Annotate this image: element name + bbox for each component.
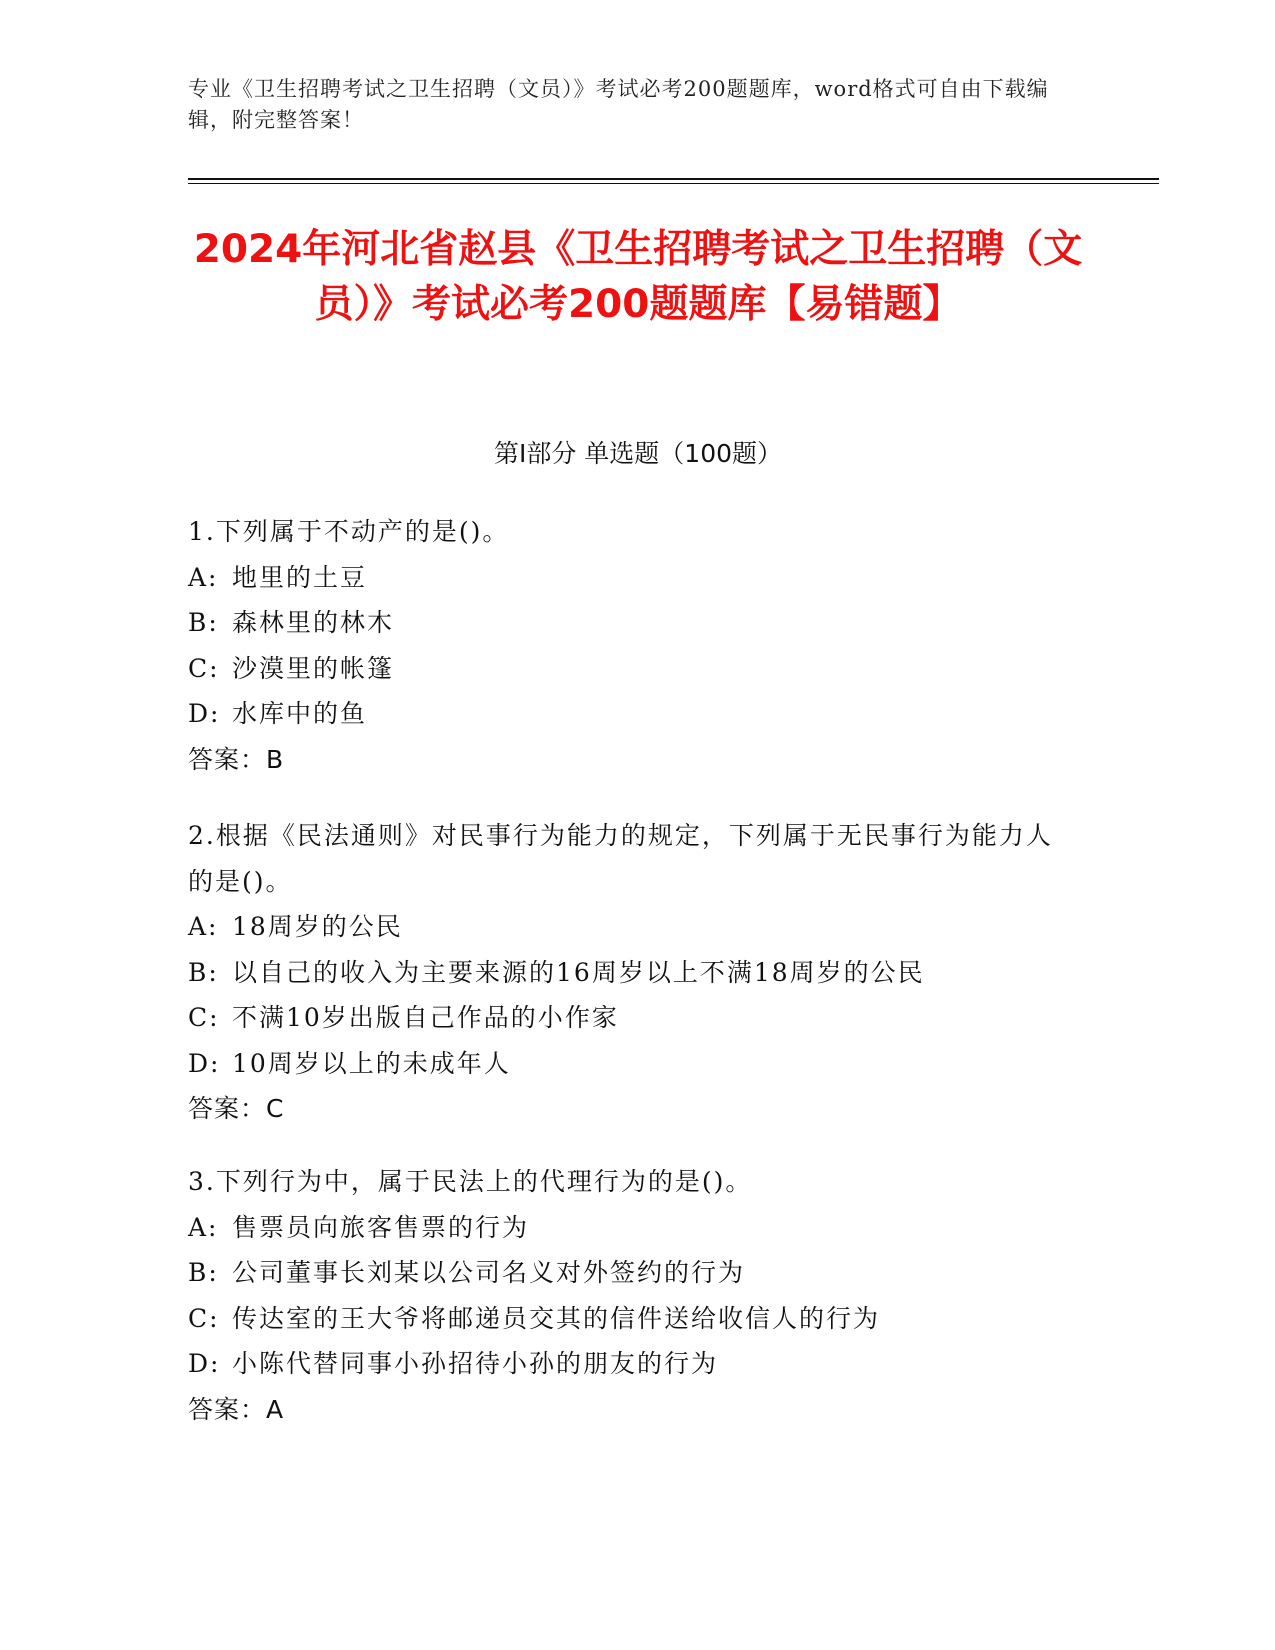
- option-c: [188, 646, 1068, 692]
- option-key: D:: [188, 1048, 221, 1078]
- option-text: 水库中的鱼: [232, 699, 368, 728]
- option-text: 沙漠里的帐篷: [232, 653, 395, 683]
- option-d: [188, 691, 1068, 737]
- option-a: [188, 555, 1068, 601]
- option-d: [188, 1341, 1068, 1387]
- answer-line: 答案：A: [188, 1394, 285, 1424]
- option-d: [188, 1041, 1068, 1087]
- question-block-1: [188, 509, 1068, 782]
- question-block-3: [188, 1159, 1068, 1432]
- option-b: [188, 950, 1068, 996]
- option-text: 森林里的林木: [232, 608, 395, 637]
- option-key: A:: [188, 562, 219, 592]
- option-key: A:: [188, 1212, 219, 1242]
- option-a: [188, 1205, 1068, 1251]
- header-divider-thin: [188, 183, 1159, 184]
- question-stem: 1.下列属于不动产的是()。: [188, 517, 510, 546]
- option-b: [188, 600, 1068, 646]
- answer-line: 答案：C: [188, 1094, 285, 1123]
- option-text: 传达室的王大爷将邮递员交其的信件送给收信人的行为: [232, 1303, 881, 1333]
- option-key: C:: [188, 653, 220, 683]
- question-block-2: [188, 813, 1068, 1132]
- option-key: C:: [188, 1003, 220, 1032]
- option-text: 不满10岁出版自己作品的小作家: [232, 1003, 619, 1032]
- question-stem: 3.下列行为中，属于民法上的代理行为的是()。: [188, 1167, 753, 1196]
- option-text: 18周岁的公民: [232, 912, 403, 941]
- header-divider-thick: [188, 178, 1159, 180]
- section-heading: 第I部分 单选题（100题）: [493, 439, 783, 468]
- answer-line: 答案：B: [188, 744, 285, 774]
- option-key: A:: [188, 912, 219, 941]
- option-key: D:: [188, 699, 221, 728]
- option-key: B:: [188, 608, 219, 637]
- option-key: B:: [188, 1258, 219, 1287]
- option-c: [188, 1296, 1068, 1342]
- header-note: 专业《卫生招聘考试之卫生招聘（文员）》考试必考200题题库，word格式可自由下载编辑，附完整答案！: [188, 77, 1049, 132]
- option-key: B:: [188, 957, 219, 987]
- option-text: 以自己的收入为主要来源的16周岁以上不满18周岁的公民: [232, 957, 925, 987]
- option-text: 小陈代替同事小孙招待小孙的朋友的行为: [232, 1349, 719, 1378]
- option-a: [188, 904, 1068, 950]
- option-text: 地里的土豆: [232, 562, 368, 592]
- option-b: [188, 1250, 1068, 1296]
- option-key: D:: [188, 1349, 221, 1378]
- option-c: [188, 995, 1068, 1041]
- option-text: 售票员向旅客售票的行为: [232, 1212, 530, 1242]
- option-text: 公司董事长刘某以公司名义对外签约的行为: [232, 1258, 746, 1287]
- option-text: 10周岁以上的未成年人: [232, 1048, 511, 1078]
- option-key: C:: [188, 1303, 220, 1333]
- document-title: 2024年河北省赵县《卫生招聘考试之卫生招聘（文员）》考试必考200题题库【易错题】: [193, 227, 1083, 327]
- question-stem: 2.根据《民法通则》对民事行为能力的规定，下列属于无民事行为能力人的是()。: [188, 821, 1053, 896]
